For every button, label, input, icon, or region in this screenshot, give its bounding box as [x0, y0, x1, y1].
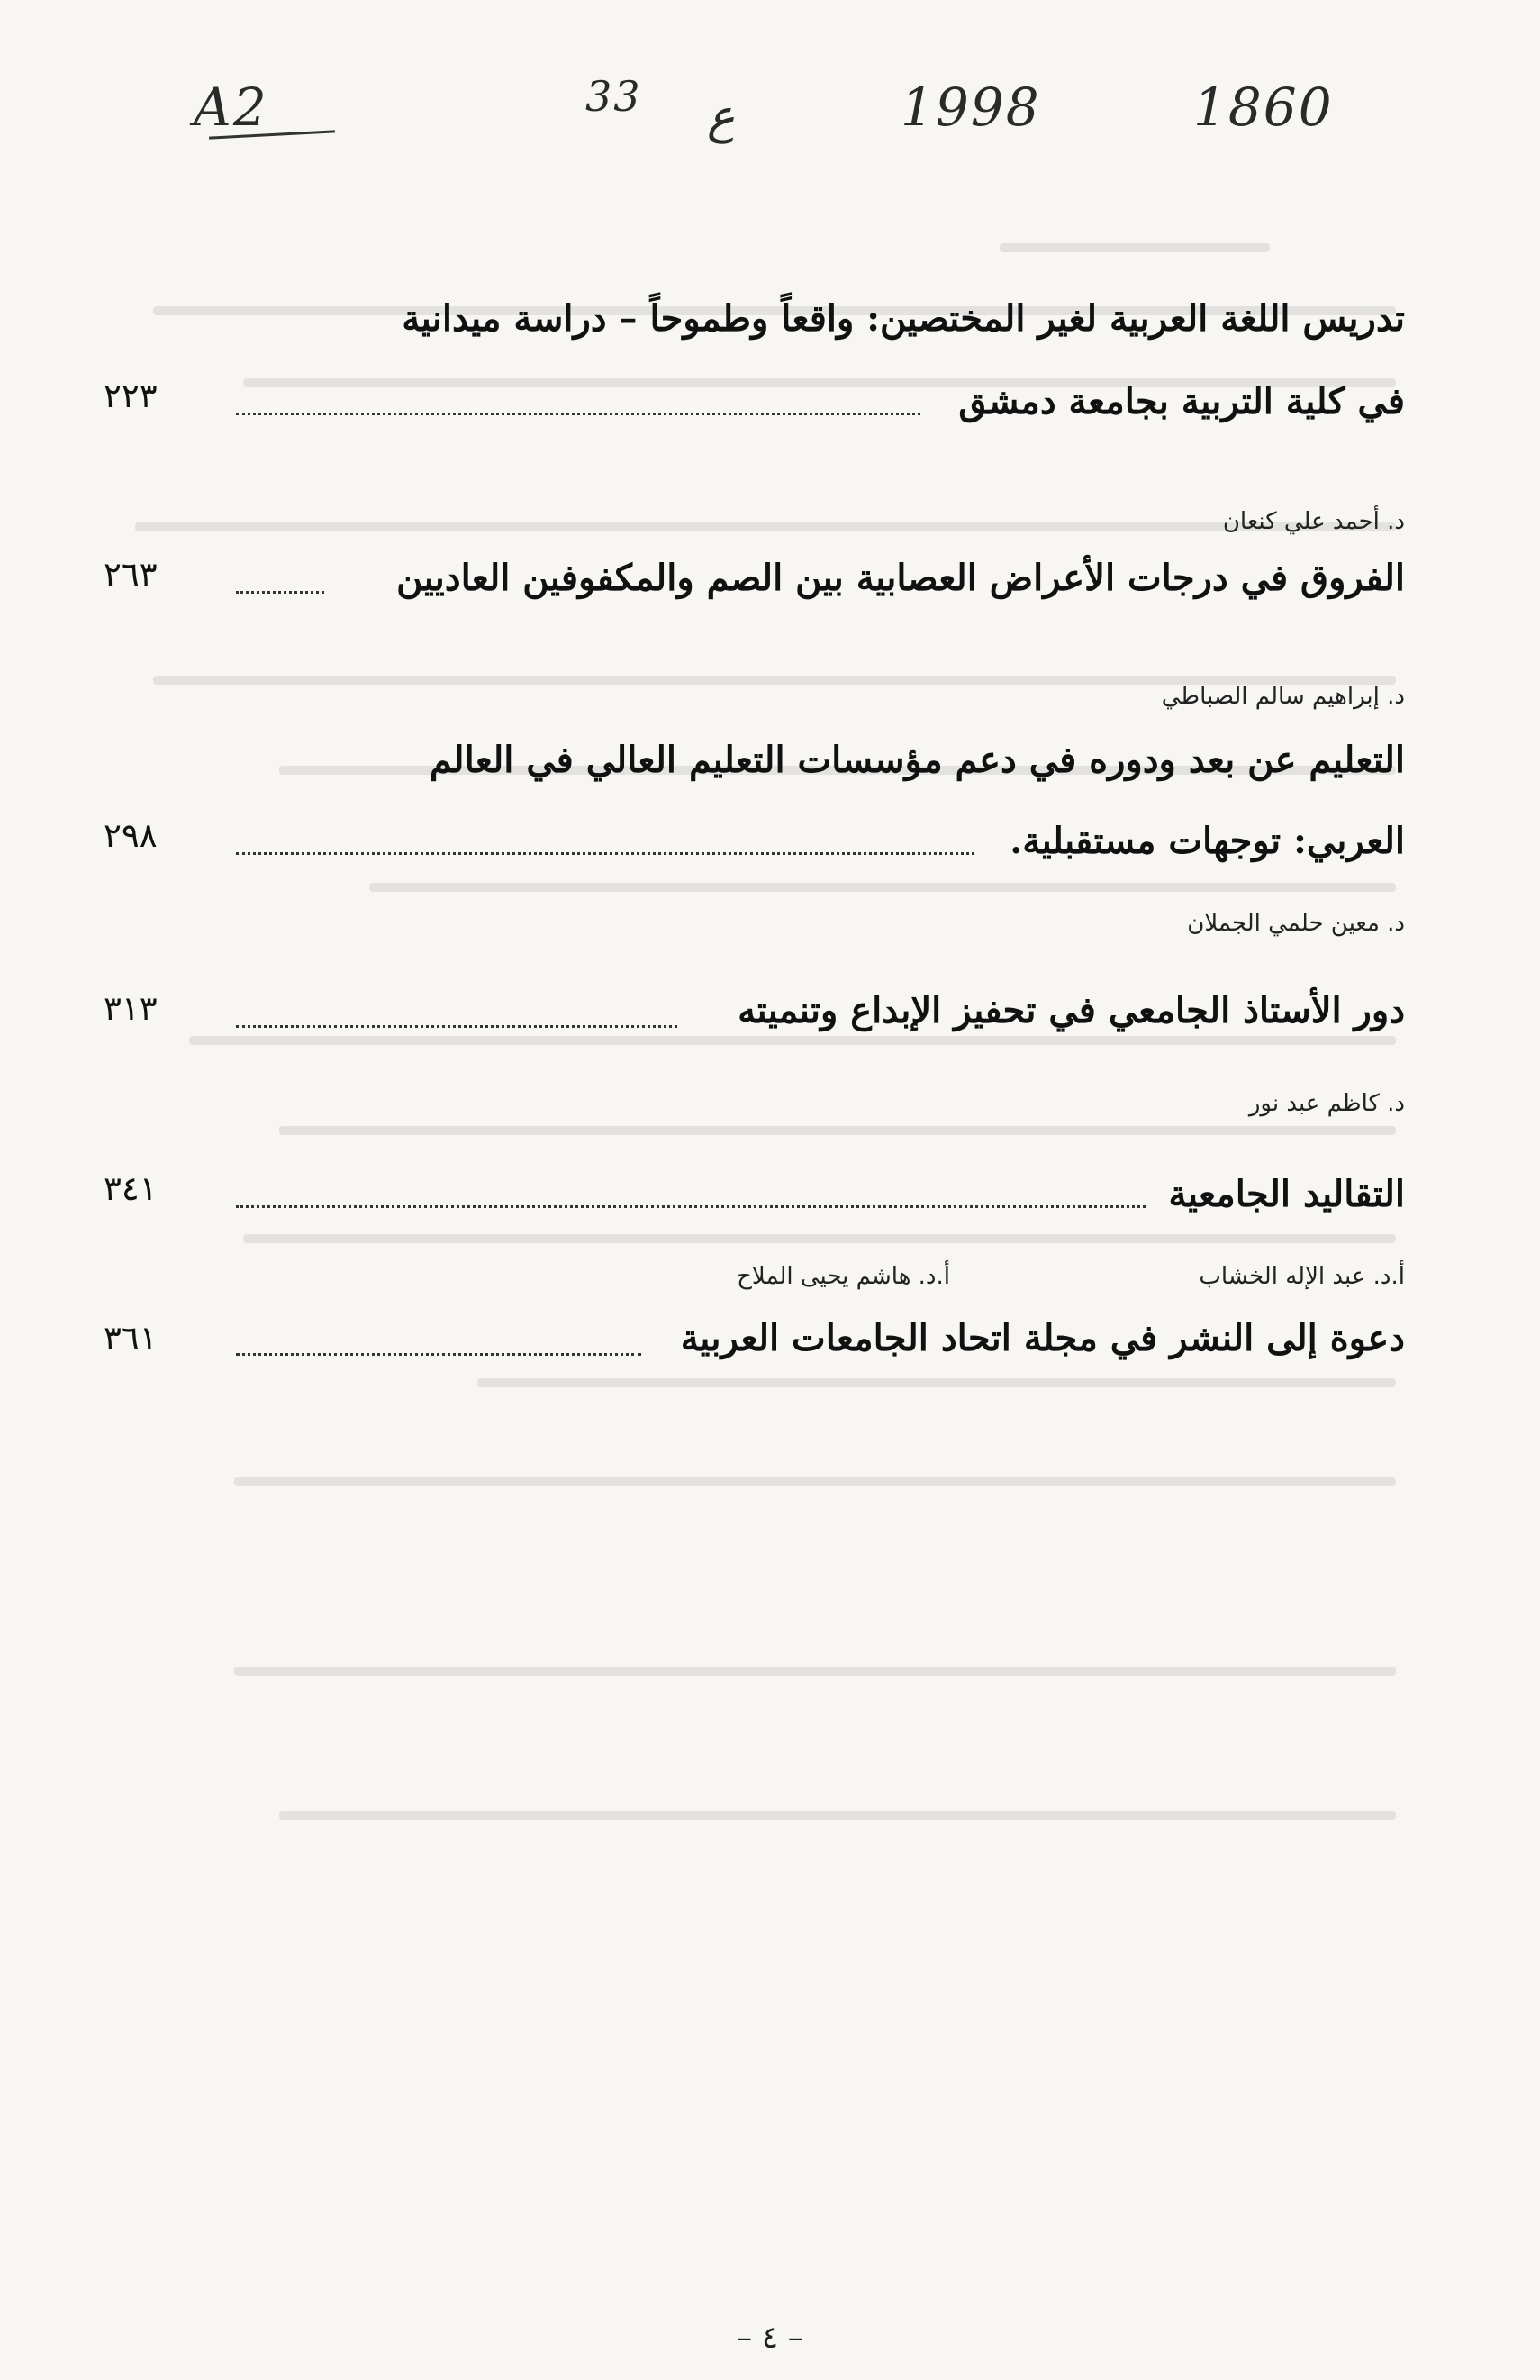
- toc-entry-title[interactable]: تدريس اللغة العربية لغير المختصين: واقعاً وطموحاً – دراسة ميدانية: [402, 297, 1405, 340]
- toc-entry-title[interactable]: في كلية التربية بجامعة دمشق: [958, 380, 1405, 422]
- toc-author: د. أحمد علي كنعان: [1222, 508, 1405, 535]
- dot-leader: [236, 1353, 641, 1356]
- dot-leader: [236, 591, 324, 594]
- page-folio: – ٤ –: [737, 2320, 803, 2356]
- toc-entry-title[interactable]: الفروق في درجات الأعراض العصابية بين الصم والمكفوفين العاديين: [396, 557, 1405, 599]
- toc-page-number[interactable]: ٣٦١: [104, 1319, 158, 1358]
- toc-author: د. معين حلمي الجملان: [1187, 910, 1405, 937]
- toc-entry-title[interactable]: العربي: توجهات مستقبلية.: [1010, 820, 1405, 862]
- dot-leader: [236, 413, 920, 415]
- toc-page-number[interactable]: ٢٩٨: [104, 816, 158, 855]
- handwritten-note: 1860: [1193, 77, 1334, 138]
- toc-author: د. إبراهيم سالم الصباطي: [1161, 683, 1405, 710]
- handwritten-note: 33: [585, 72, 642, 121]
- handwritten-note: 1998: [901, 77, 1041, 138]
- toc-entry-title[interactable]: دور الأستاذ الجامعي في تحفيز الإبداع وتنميته: [738, 989, 1405, 1031]
- toc-entry-title[interactable]: التقاليد الجامعية: [1168, 1173, 1405, 1215]
- toc-author: أ.د. عبد الإله الخشاب: [1199, 1263, 1405, 1290]
- toc-entry-title[interactable]: دعوة إلى النشر في مجلة اتحاد الجامعات العربية: [680, 1317, 1405, 1359]
- toc-page-number[interactable]: ٢٦٣: [104, 555, 158, 594]
- toc-page-number[interactable]: ٢٢٣: [104, 377, 158, 415]
- handwritten-note: ع: [707, 90, 736, 144]
- toc-entry-title[interactable]: التعليم عن بعد ودوره في دعم مؤسسات التعليم العالي في العالم: [429, 739, 1405, 781]
- dot-leader: [236, 1025, 677, 1028]
- toc-page-number[interactable]: ٣٤١: [104, 1169, 158, 1208]
- toc-page-number[interactable]: ٣١٣: [104, 989, 158, 1028]
- toc-author: د. كاظم عبد نور: [1248, 1090, 1405, 1117]
- handwritten-note: A2: [194, 77, 268, 138]
- dot-leader: [236, 852, 974, 855]
- dot-leader: [236, 1205, 1146, 1208]
- toc-author: أ.د. هاشم يحيى الملاح: [737, 1263, 950, 1290]
